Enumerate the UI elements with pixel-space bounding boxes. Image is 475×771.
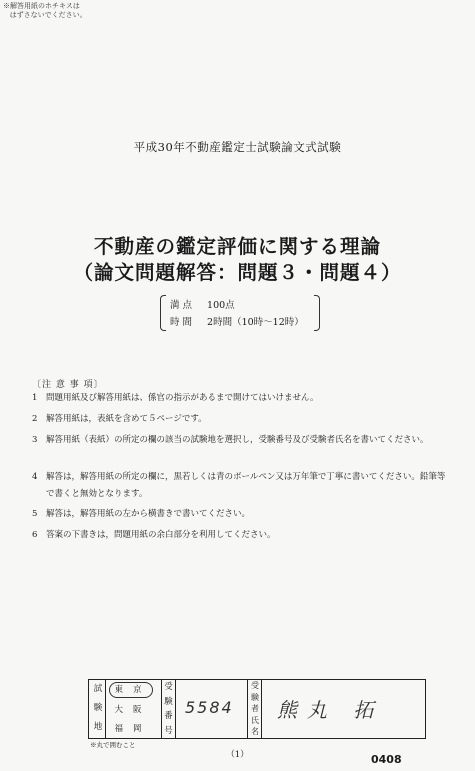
note-item [32,432,447,449]
note-item [32,469,447,503]
site-option-osaka[interactable]: 大阪 [114,705,152,715]
exam-number-value[interactable]: 5584 [185,698,234,717]
note-item [32,411,447,428]
note-text: 解答は，解答用紙の所定の欄に，黒若しくは青のボールペン又は万年筆で丁寧に書いてください。鉛筆等で書くと無効となります。 [46,472,446,499]
exam-number-cell[interactable] [161,680,248,738]
circle-instruction: ※丸で囲むこと [90,741,136,749]
page-number: （1） [226,750,249,760]
note-text: 解答は，解答用紙の左から横書きで書いてください。 [46,509,251,519]
exam-info-form [88,679,426,739]
note-number: 3 [32,435,38,445]
site-option-fukuoka[interactable]: 福岡 [114,724,152,734]
note-text: 解答用紙（表紙）の所定の欄の該当の試験地を選択し，受験番号及び受験者氏名を書いてください。 [46,435,429,445]
site-cell[interactable] [89,680,162,738]
time-value: 2時間（10時～12時） [207,317,304,328]
site-option-tokyo[interactable]: 東京 [114,685,152,695]
examinee-name-value[interactable]: 熊丸 拓 [277,698,384,722]
note-number: 1 [32,393,38,403]
site-label: 試 験 地 [91,680,106,738]
note-item [32,506,447,523]
note-text: 答案の下書きは，問題用紙の余白部分を利用してください。 [46,530,276,540]
title-line-2: （論文問題解答：問題３・問題４） [73,261,402,284]
exam-meta [160,295,320,329]
exam-number-label: 受 験 番 号 [162,680,176,738]
note-item [32,390,447,407]
time-label: 時間 [170,317,196,328]
score-row [170,297,235,311]
note-number: 6 [32,530,38,540]
document-code: 0408 [371,753,402,766]
staple-note: ※解答用紙のホチキスは はずさないでください。 [3,2,87,19]
left-bracket [160,295,166,331]
name-label: 受 験 者 氏 名 [249,680,262,738]
note-text: 問題用紙及び解答用紙は、係官の指示があるまで開けてはいけません。 [46,393,319,403]
note-number: 5 [32,509,38,519]
notes-heading: 〔注 意 事 項〕 [32,380,104,390]
right-bracket [314,295,320,331]
score-label: 満点 [170,300,196,311]
note-number: 2 [32,414,38,424]
note-item [32,527,447,544]
time-row [170,314,304,328]
name-cell[interactable] [247,680,425,738]
score-value: 100点 [207,300,235,311]
note-number: 4 [32,472,38,482]
exam-name: 平成30年不動産鑑定士試験論文式試験 [133,140,342,154]
note-text: 解答用紙は，表紙を含めて５ページです。 [46,414,207,424]
title-line-1: 不動産の鑑定評価に関する理論 [93,235,381,258]
